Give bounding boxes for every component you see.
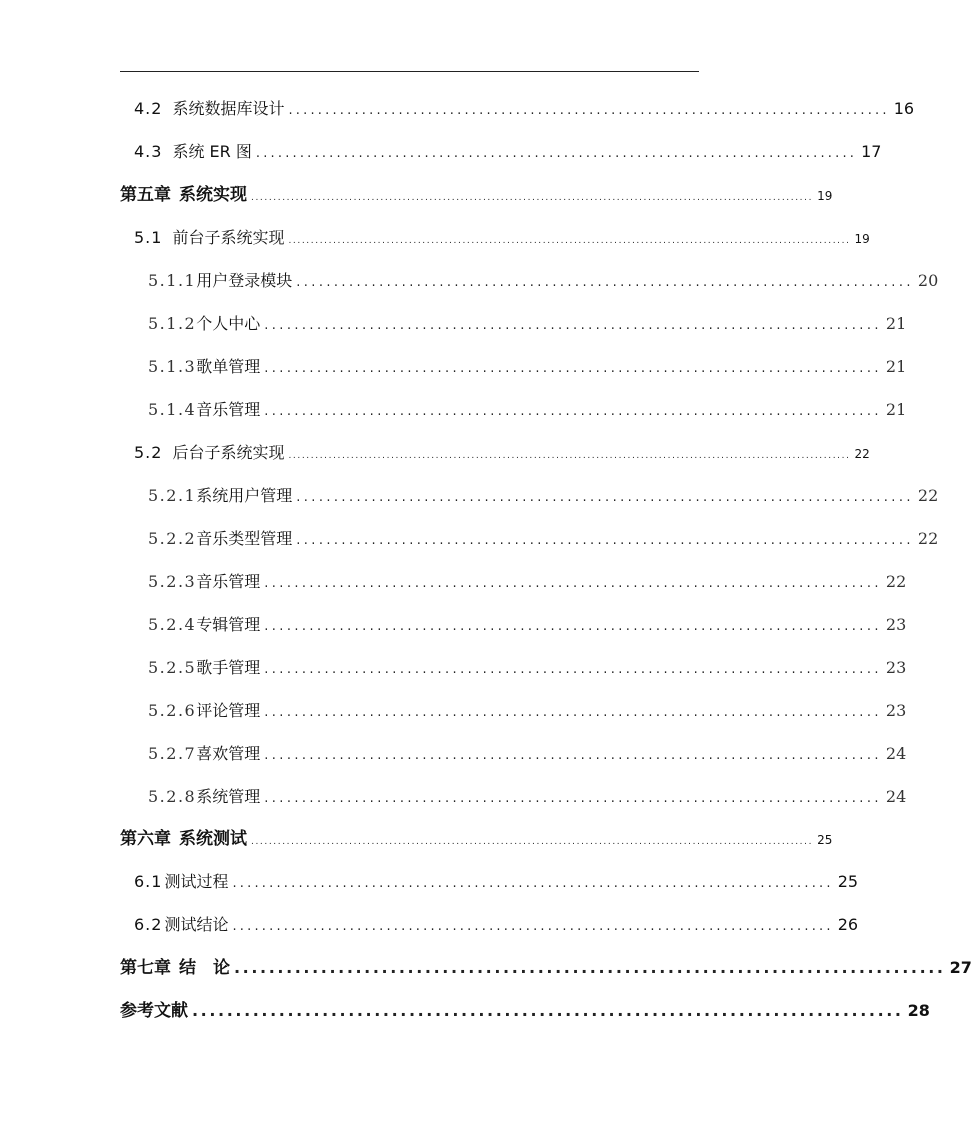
toc-number: 5.1.1	[148, 271, 197, 290]
dot-leader: ..................................................................................	[264, 791, 882, 806]
toc-title: 评论管理	[196, 701, 261, 720]
toc-title: 前台子系统实现	[172, 228, 285, 247]
toc-page-number: 27	[949, 958, 972, 977]
toc-number: 5.1.2	[148, 314, 197, 333]
toc-title: 喜欢管理	[196, 744, 261, 763]
toc-number: 6.2	[134, 915, 163, 934]
toc-title: 测试结论	[164, 915, 229, 934]
toc-entry-5-1-4[interactable]	[148, 397, 907, 423]
dot-leader: ..................................................................................	[288, 103, 890, 118]
toc-number: 5.2.1	[148, 486, 197, 505]
toc-entry-5-1[interactable]	[134, 225, 870, 251]
dot-leader: ..................................................................................	[192, 1001, 904, 1020]
toc-page-number: 22	[854, 447, 870, 461]
toc-number: 5.2.3	[148, 572, 197, 591]
toc-number: 4.2	[134, 99, 163, 118]
toc-entry-chapter-6[interactable]	[120, 826, 833, 852]
toc-title: 系统测试	[179, 829, 247, 849]
toc-title: 歌单管理	[196, 357, 261, 376]
toc-entry-5-1-3[interactable]	[148, 354, 907, 380]
toc-page-number: 22	[917, 529, 939, 548]
toc-number: 4.3	[134, 142, 163, 161]
toc-entry-5-1-2[interactable]	[148, 311, 907, 337]
toc-entry-5-2-5[interactable]	[148, 655, 907, 681]
toc-entry-4-3[interactable]	[134, 139, 882, 165]
toc-page-number: 25	[817, 833, 833, 847]
toc-page-number: 23	[885, 658, 907, 677]
toc-number: 5.2	[134, 443, 163, 462]
toc-title: 音乐管理	[196, 400, 261, 419]
toc-page-number: 16	[893, 99, 915, 118]
dot-leader: ..................................................................................	[232, 919, 834, 934]
toc-title: 结 论	[179, 958, 230, 978]
toc-entry-5-2-8[interactable]	[148, 784, 907, 810]
toc-number: 5.1.3	[148, 357, 197, 376]
dot-leader: ..............................................................................................................................	[251, 193, 814, 203]
toc-page-number: 22	[917, 486, 939, 505]
dot-leader: ..............................................................................................................................	[251, 837, 814, 847]
dot-leader: ..................................................................................	[234, 958, 946, 977]
toc-number: 第六章	[120, 829, 171, 849]
toc-page-number: 20	[917, 271, 939, 290]
dot-leader: ..................................................................................	[264, 662, 882, 677]
toc-entry-5-2[interactable]	[134, 440, 870, 466]
toc-title: 测试过程	[164, 872, 229, 891]
dot-leader: ..................................................................................	[264, 619, 882, 634]
toc-title: 系统数据库设计	[172, 99, 285, 118]
dot-leader: ..................................................................................	[296, 275, 914, 290]
toc-entry-5-2-1[interactable]	[148, 483, 939, 509]
toc-entry-6-1[interactable]	[134, 869, 859, 895]
toc-title: 专辑管理	[196, 615, 261, 634]
toc-page-number: 17	[861, 142, 882, 161]
toc-title: 系统用户管理	[196, 486, 293, 505]
toc-entry-5-2-7[interactable]	[148, 741, 907, 767]
toc-page-number: 21	[885, 357, 907, 376]
toc-page-number: 23	[885, 615, 907, 634]
toc-title: 用户登录模块	[196, 271, 293, 290]
toc-title: 参考文献	[120, 1001, 188, 1021]
toc-entry-chapter-7[interactable]	[120, 955, 972, 981]
dot-leader: ..................................................................................	[296, 490, 914, 505]
toc-entry-4-2[interactable]	[134, 96, 915, 122]
toc-title: 音乐类型管理	[196, 529, 293, 548]
toc-title: 歌手管理	[196, 658, 261, 677]
toc-title: 个人中心	[196, 314, 261, 333]
toc-page-number: 24	[885, 744, 907, 763]
toc-entry-5-1-1[interactable]	[148, 268, 939, 294]
toc-entry-chapter-5[interactable]	[120, 182, 833, 208]
toc-number: 5.2.6	[148, 701, 197, 720]
toc-number: 5.2.4	[148, 615, 197, 634]
dot-leader: ..................................................................................	[255, 146, 858, 161]
toc-title: 系统管理	[196, 787, 261, 806]
dot-leader: ..................................................................................	[296, 533, 914, 548]
toc-title: 后台子系统实现	[172, 443, 285, 462]
toc-page-number: 19	[817, 189, 833, 203]
dot-leader: ..................................................................................	[264, 576, 882, 591]
toc-title: 系统 ER 图	[172, 142, 252, 161]
dot-leader: ..................................................................................	[264, 318, 882, 333]
toc-page-number: 22	[885, 572, 907, 591]
dot-leader: ..................................................................................	[264, 361, 882, 376]
toc-entry-6-2[interactable]	[134, 912, 859, 938]
toc-number: 5.1.4	[148, 400, 197, 419]
dot-leader: ..................................................................................	[232, 876, 834, 891]
toc-number: 6.1	[134, 872, 163, 891]
toc-number: 第五章	[120, 185, 171, 205]
toc-title: 系统实现	[179, 185, 247, 205]
dot-leader: ..............................................................................................................................	[288, 236, 851, 246]
toc-page-number: 28	[907, 1001, 930, 1020]
toc-number: 5.2.2	[148, 529, 197, 548]
toc-number: 5.2.7	[148, 744, 197, 763]
toc-page-number: 25	[837, 872, 859, 891]
toc-entry-references[interactable]	[120, 998, 930, 1024]
dot-leader: ..................................................................................	[264, 404, 882, 419]
dot-leader: ..............................................................................................................................	[288, 451, 851, 461]
toc-page-number: 21	[885, 314, 907, 333]
toc-number: 5.1	[134, 228, 163, 247]
toc-entry-5-2-2[interactable]	[148, 526, 939, 552]
toc-page-number: 19	[854, 232, 870, 246]
toc-entry-5-2-4[interactable]	[148, 612, 907, 638]
dot-leader: ..................................................................................	[264, 705, 882, 720]
toc-page-number: 23	[885, 701, 907, 720]
dot-leader: ..................................................................................	[264, 748, 882, 763]
toc-page-number: 21	[885, 400, 907, 419]
toc-page-number: 24	[885, 787, 907, 806]
toc-title: 音乐管理	[196, 572, 261, 591]
toc-number: 5.2.5	[148, 658, 197, 677]
toc-number: 5.2.8	[148, 787, 197, 806]
toc-page-number: 26	[837, 915, 859, 934]
toc-number: 第七章	[120, 958, 171, 978]
toc-entry-5-2-6[interactable]	[148, 698, 907, 724]
toc-entry-5-2-3[interactable]	[148, 569, 907, 595]
